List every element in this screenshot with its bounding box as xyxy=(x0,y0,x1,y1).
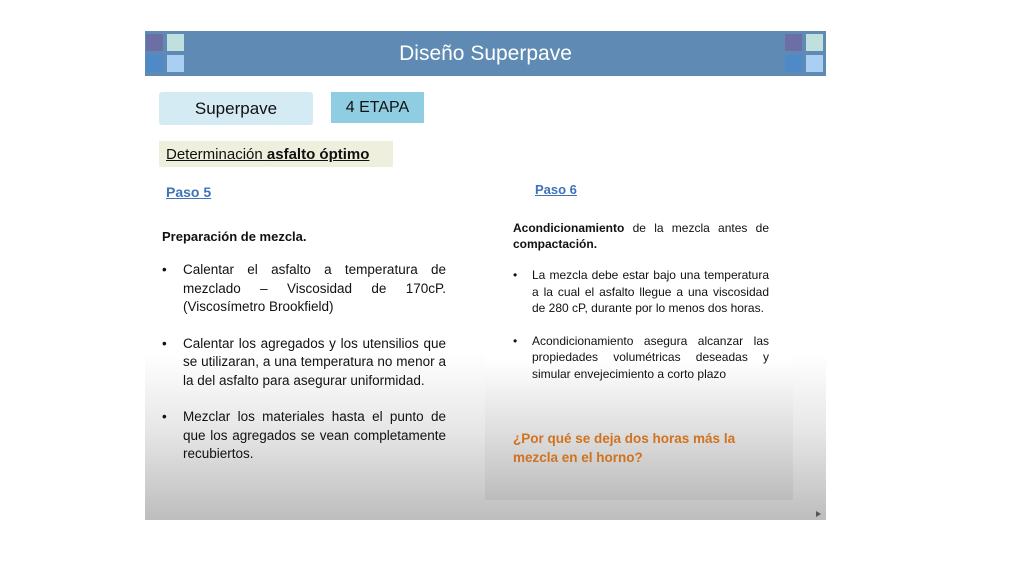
question-text: ¿Por qué se deja dos horas más la mezcla en el horno? xyxy=(513,431,736,465)
list-item xyxy=(513,267,769,317)
slide xyxy=(145,31,826,520)
bullet-text: Mezclar los materiales hasta el punto de que los agregados se vean completamente recubiertos. xyxy=(183,409,446,461)
determinacion-heading xyxy=(166,146,369,163)
right-heading-bold-1: Acondicionamiento xyxy=(513,221,625,235)
bullet-icon: • xyxy=(162,335,167,351)
determinacion-prefix: Determinación xyxy=(166,145,267,163)
right-heading-bold-2: compactación. xyxy=(513,237,598,251)
right-heading-text: de la mezcla antes de xyxy=(624,221,769,235)
slide-title: Diseño Superpave xyxy=(399,41,572,65)
left-bullet-list xyxy=(162,261,446,464)
bullet-text: Acondicionamiento asegura alcanzar las propiedades volumétricas deseadas y simular envejecimiento a corto plazo xyxy=(532,333,769,381)
etapa-label-box: 4 ETAPA xyxy=(331,92,424,123)
bullet-icon: • xyxy=(162,262,167,277)
list-item xyxy=(162,408,446,464)
superpave-label-box: Superpave xyxy=(159,92,313,125)
right-heading xyxy=(513,220,769,252)
left-column xyxy=(162,229,446,482)
cursor-icon xyxy=(816,511,821,517)
bullet-icon: • xyxy=(162,409,167,424)
right-bullet-list xyxy=(513,267,769,382)
left-heading: Preparación de mezcla. xyxy=(162,229,307,244)
list-item xyxy=(162,335,446,391)
bullet-text: La mezcla debe estar bajo una temperatura a la cual el asfalto llegue a una viscosidad de 280 cP, durante por lo menos dos horas. xyxy=(532,268,769,315)
bullet-icon: • xyxy=(513,333,518,348)
determinacion-bold: asfalto óptimo xyxy=(266,145,370,163)
list-item xyxy=(162,261,446,317)
determinacion-box xyxy=(159,141,393,167)
bullet-text: Calentar el asfalto a temperatura de mezclado – Viscosidad de 170cP. (Viscosímetro Brookfield) xyxy=(183,262,446,314)
list-item xyxy=(513,333,769,383)
bullet-icon: • xyxy=(513,268,518,282)
right-column xyxy=(513,220,769,398)
paso-6-link[interactable]: Paso 6 xyxy=(535,182,577,197)
paso-5-link[interactable]: Paso 5 xyxy=(166,184,212,200)
bullet-text: Calentar los agregados y los utensilios que se utilizaran, a una temperatura no menor a la del asfalto para asegurar uniformidad. xyxy=(183,335,446,388)
